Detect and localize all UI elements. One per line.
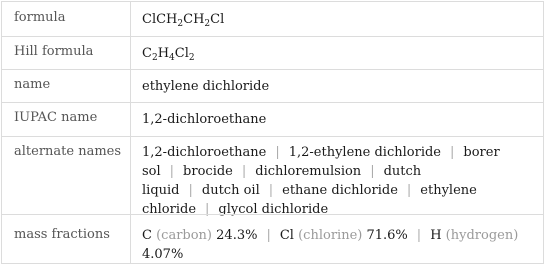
alternate-name: borer sol bbox=[142, 145, 500, 179]
value-alternate-names bbox=[142, 143, 522, 219]
label-iupac-name: IUPAC name bbox=[14, 110, 98, 125]
separator: | bbox=[450, 145, 455, 160]
element-symbol: C bbox=[142, 228, 152, 243]
value-formula bbox=[142, 10, 535, 29]
separator: | bbox=[406, 183, 412, 198]
element-symbol: Cl bbox=[279, 228, 294, 243]
formula-subscript: 4 bbox=[169, 53, 175, 63]
label-hill-formula: Hill formula bbox=[14, 44, 94, 59]
alternate-name: brocide bbox=[183, 164, 233, 179]
formula-part: C bbox=[142, 46, 152, 61]
formula-part: H bbox=[157, 46, 170, 61]
label-mass-fractions: mass fractions bbox=[14, 227, 110, 242]
label-name: name bbox=[14, 77, 51, 92]
separator: | bbox=[416, 228, 422, 243]
properties-table bbox=[1, 1, 544, 264]
separator: | bbox=[266, 228, 271, 243]
element-percent: 71.6% bbox=[366, 228, 408, 243]
alternate-name: ethylene chloride bbox=[142, 183, 477, 217]
label-formula: formula bbox=[14, 10, 66, 25]
alternate-name: glycol dichloride bbox=[218, 202, 329, 217]
formula-part: ClCH bbox=[142, 12, 178, 27]
value-mass-fractions bbox=[142, 226, 532, 264]
separator: | bbox=[268, 183, 274, 198]
formula-part: Cl bbox=[210, 12, 225, 27]
separator: | bbox=[188, 183, 193, 198]
label-alternate-names: alternate names bbox=[14, 144, 122, 159]
element-name: (chlorine) bbox=[298, 228, 363, 243]
row-formula bbox=[2, 2, 543, 36]
row-hill-formula bbox=[2, 36, 543, 70]
row-alternate-names bbox=[2, 136, 543, 215]
alternate-name: dichloremulsion bbox=[255, 164, 362, 179]
alternate-name: dutch oil bbox=[201, 183, 260, 198]
formula-subscript: 2 bbox=[204, 19, 211, 29]
element-name: (carbon) bbox=[156, 228, 213, 243]
element-percent: 24.3% bbox=[216, 228, 258, 243]
row-name bbox=[2, 69, 543, 103]
separator: | bbox=[275, 145, 280, 160]
value-iupac-name: 1,2-dichloroethane bbox=[142, 112, 267, 127]
separator: | bbox=[241, 164, 247, 179]
formula-subscript: 2 bbox=[188, 53, 195, 63]
element-name: (hydrogen) bbox=[445, 228, 519, 243]
element-percent: 4.07% bbox=[142, 247, 184, 262]
value-hill-formula bbox=[142, 44, 535, 63]
element-symbol: H bbox=[430, 228, 442, 243]
alternate-name: 1,2-ethylene dichloride bbox=[288, 145, 441, 160]
value-name: ethylene dichloride bbox=[142, 79, 270, 94]
formula-part: Cl bbox=[174, 46, 189, 61]
row-iupac-name bbox=[2, 102, 543, 137]
separator: | bbox=[169, 164, 175, 179]
formula-subscript: 2 bbox=[151, 53, 158, 63]
formula-subscript: 2 bbox=[177, 19, 184, 29]
alternate-name: ethane dichloride bbox=[282, 183, 398, 198]
alternate-name: dutch liquid bbox=[142, 164, 422, 198]
formula-part: CH bbox=[183, 12, 205, 27]
row-mass-fractions bbox=[2, 214, 543, 263]
alternate-name: 1,2-dichloroethane bbox=[142, 145, 267, 160]
separator: | bbox=[370, 164, 375, 179]
separator: | bbox=[205, 202, 210, 217]
